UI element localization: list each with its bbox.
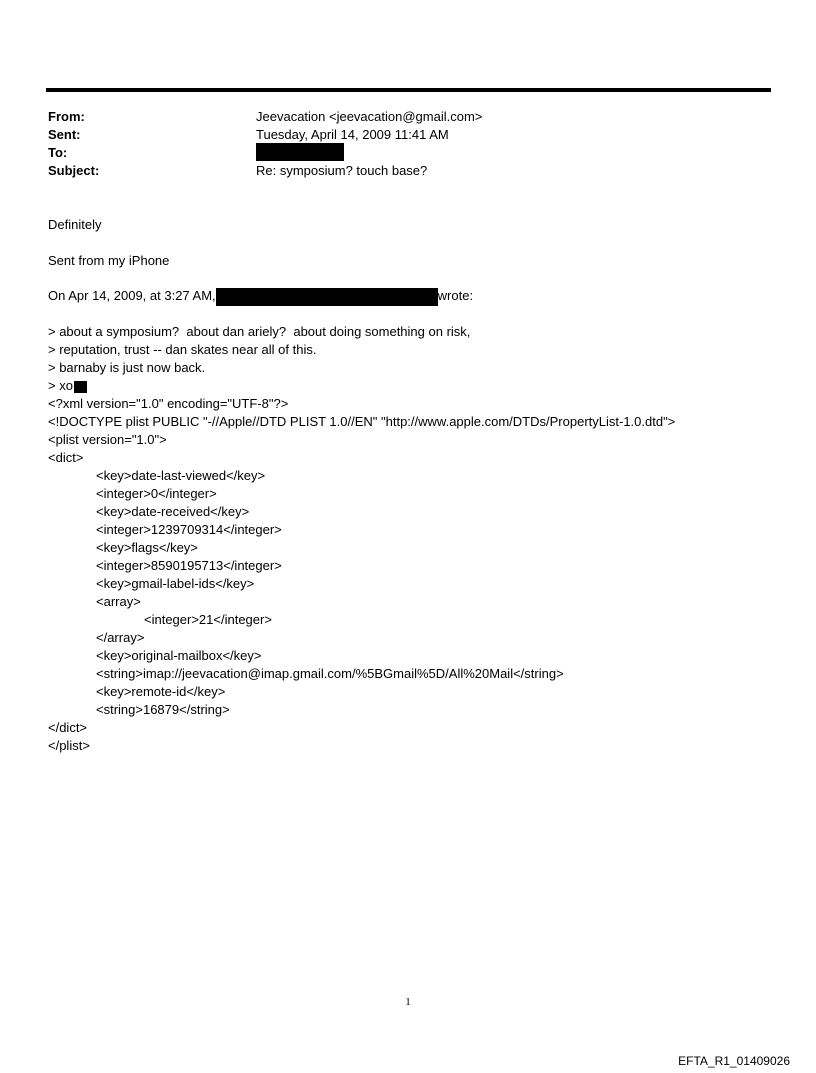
sent-label: Sent: [48, 127, 81, 142]
plist-line: <dict> [48, 450, 84, 465]
plist-line: <integer>8590195713</integer> [96, 558, 282, 573]
plist-line: <key>original-mailbox</key> [96, 648, 262, 663]
plist-line: <key>flags</key> [96, 540, 198, 555]
plist-line: </plist> [48, 738, 90, 753]
reply-text: Definitely [48, 217, 102, 232]
message-content [48, 323, 675, 755]
to-value-redacted [256, 144, 344, 163]
sent-value: Tuesday, April 14, 2009 11:41 AM [256, 127, 449, 142]
plist-line: <!DOCTYPE plist PUBLIC "-//Apple//DTD PLIST 1.0//EN" "http://www.apple.com/DTDs/PropertyList-1.0.dtd"> [48, 414, 676, 429]
plist-line: <integer>1239709314</integer> [96, 522, 282, 537]
subject-label: Subject: [48, 163, 100, 178]
plist-line: <plist version="1.0"> [48, 432, 167, 447]
header-rule [46, 88, 771, 92]
plist-line: <?xml version="1.0" encoding="UTF-8"?> [48, 396, 289, 411]
plist-line: <array> [96, 594, 141, 609]
from-value: Jeevacation <jeevacation@gmail.com> [256, 109, 483, 124]
quoted-line: > barnaby is just now back. [48, 360, 206, 375]
subject-value: Re: symposium? touch base? [256, 163, 428, 178]
signature-text: Sent from my iPhone [48, 253, 170, 268]
to-label: To: [48, 145, 68, 160]
quote-intro [48, 287, 473, 305]
quote-intro-suffix: wrote: [437, 288, 474, 303]
page-number: 1 [405, 996, 411, 1008]
plist-line: <string>16879</string> [96, 702, 230, 717]
plist-line: </dict> [48, 720, 88, 735]
from-label: From: [48, 109, 85, 124]
plist-line: <key>date-received</key> [96, 504, 250, 519]
quoted-line-signoff: > xo [48, 377, 675, 395]
quoted-line: > about a symposium? about dan ariely? about doing something on risk, [48, 324, 471, 339]
plist-line: <key>gmail-label-ids</key> [96, 576, 255, 591]
plist-line: </array> [96, 630, 145, 645]
plist-line: <key>date-last-viewed</key> [96, 468, 266, 483]
plist-line: <integer>0</integer> [96, 486, 217, 501]
redaction-box [216, 288, 438, 306]
plist-line: <string>imap://jeevacation@imap.gmail.com/%5BGmail%5D/All%20Mail</string> [96, 666, 564, 681]
redaction-box [256, 143, 344, 161]
quoted-line: > reputation, trust -- dan skates near all of this. [48, 342, 317, 357]
document-id: EFTA_R1_01409026 [678, 1054, 790, 1068]
plist-line: <integer>21</integer> [144, 612, 272, 627]
quote-intro-prefix: On Apr 14, 2009, at 3:27 AM, [48, 288, 216, 303]
plist-line: <key>remote-id</key> [96, 684, 226, 699]
redaction-box [74, 381, 87, 393]
